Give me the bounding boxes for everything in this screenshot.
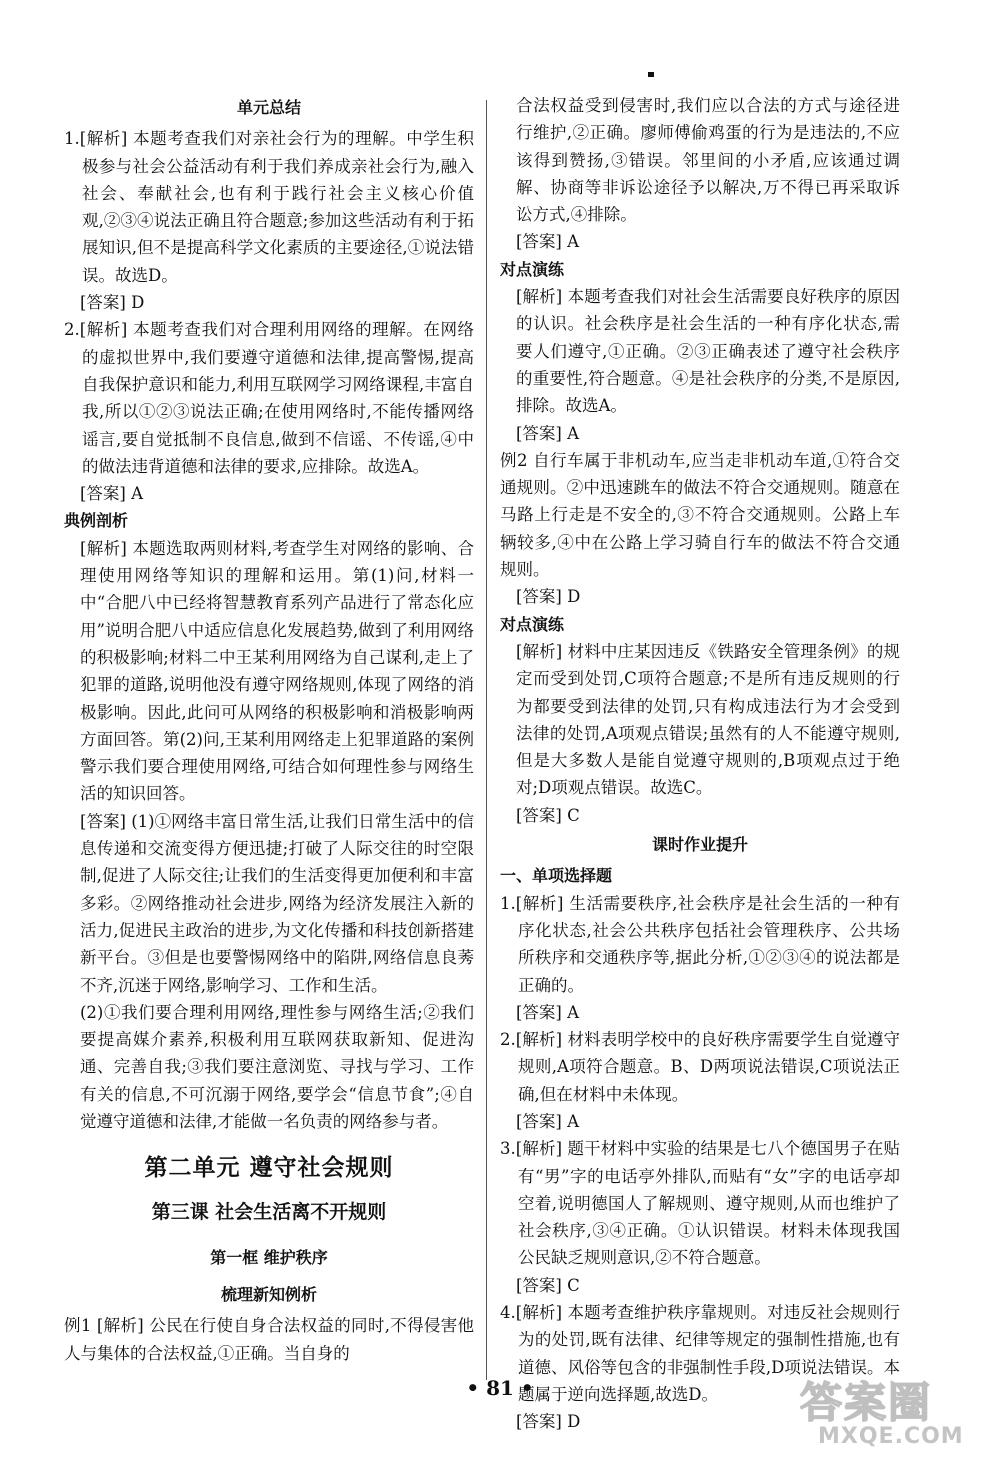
lesson-title: 第三课 社会生活离不开规则 (151, 1200, 387, 1223)
analysis-label: [解析] (515, 893, 564, 913)
drill-heading-1: 对点演练 (500, 259, 565, 279)
answer-value: D (567, 587, 581, 607)
answer-line (500, 228, 900, 255)
answer-line (64, 480, 474, 507)
answer-value: A (567, 1111, 580, 1131)
answer-line (500, 420, 900, 447)
answer-value: C (567, 805, 580, 825)
column-divider (486, 100, 487, 1380)
answer-value: D (131, 293, 145, 313)
answer-label: [答案] (516, 1275, 562, 1295)
answer-value: A (567, 423, 580, 443)
analysis-text: 本题考查维护秩序靠规则。对违反社会规则行为的处罚,既有法律、纪律等规定的强制性措施,也有道德、风俗等包含的非强制性手段,D项说法错误。本题属于逆向选择题,故选D。 (518, 1303, 901, 1404)
analysis-text: 题干材料中实验的结果是七八个德国男子在贴有“男”字的电话亭外排队,而贴有“女”字的电话亭却空着,说明德国人了解规则、遵守规则,从而也维护了社会秩序,③④正确。①认识错误。材料未体现我国公民缺乏规则意识,②不符合题意。 (518, 1139, 901, 1268)
example-2 (500, 447, 900, 583)
analysis-label: [解析] (515, 1303, 563, 1323)
question-number: 1. (64, 129, 80, 149)
question-1 (64, 125, 474, 289)
analysis-label: [解析] (515, 1139, 563, 1159)
answer-label: [答案] (516, 423, 562, 443)
analysis-text: 材料中庄某因违反《铁路安全管理条例》的规定而受到处罚,C项符合题意;不是所有违反规则的行为都要受到法律的处罚,只有构成违法行为才会受到法律的处罚,A项观点错误;虽然有的人不能遵守规则,但是大多数人是能自觉遵守规则的,B项观点过于绝对;D项观点错误。故选C。 (516, 641, 900, 798)
answer-line (500, 802, 900, 829)
answer-line (500, 1272, 900, 1299)
watermark-domain: MXQE.COM (818, 1424, 964, 1449)
example-1-continued: 合法权益受到侵害时,我们应以合法的方式与途径进行维护,②正确。廖师傅偷鸡蛋的行为是违法的,不应该得到赞扬,③错误。邻里间的小矛盾,应该通过调解、协商等非诉讼途径予以解决,万不得已再采取诉讼方式,④排除。 (516, 96, 900, 225)
drill-2-analysis (500, 638, 900, 802)
answer-line (500, 999, 900, 1026)
frame-title: 第一框 维护秩序 (210, 1247, 328, 1267)
analysis-label: [解析] (79, 129, 128, 149)
answer-label: [答案] (516, 805, 562, 825)
answer-value: A (567, 232, 580, 252)
answer-label: [答案] (516, 1002, 562, 1022)
question-number: 1. (500, 893, 516, 913)
answer-value: C (567, 1275, 580, 1295)
answer-label: [答案] (80, 484, 126, 504)
question-number: 4. (500, 1303, 516, 1323)
analysis-text: 生活需要秩序,社会秩序是社会生活的一种有序化状态,社会公共秩序包括社会管理秩序、公共场所秩序和交通秩序等,据此分析,①②③④的说法都是正确的。 (518, 893, 900, 995)
example-1 (64, 1312, 474, 1367)
typical-answer-2: (2)①我们要合理利用网络,理性参与网络生活;②我们要提高媒介素养,积极利用互联网获取新知、促进沟通、完善自我;③我们要注意浏览、寻找与学习、工作有关的信息,不可沉溺于网络,要学会“信息节食”;④自觉遵守道德和法律,才能做一名负责的网络参与者。 (80, 1002, 474, 1131)
answer-text: (1)①网络丰富日常生活,让我们日常生活中的信息传递和交流变得方便迅捷;打破了人际交往的时空限制,促进了人际交往;让我们的生活变得更加便利和丰富多彩。②网络推动社会进步,网络为经济发展注入新的活力,促进民主政治的进步,为文化传播和科技创新搭建新平台。③但是也要警惕网络中的陷阱,网络信息良莠不齐,沉迷于网络,影响学习、工作和生活。 (80, 811, 474, 995)
question-2 (64, 316, 474, 480)
unit-summary-heading: 单元总结 (236, 98, 301, 117)
homework-question-1 (500, 890, 900, 999)
typical-answer-1 (64, 808, 474, 999)
answer-value: A (131, 484, 144, 504)
analysis-text: 公民在行使自身合法权益的同时,不得侵害他人与集体的合法权益,①正确。当自身的 (64, 1316, 475, 1363)
analysis-label: [解析] (80, 538, 127, 558)
analysis-text: 本题考查我们对亲社会行为的理解。中学生积极参与社会公益活动有利于我们养成亲社会行为,融入社会、奉献社会,也有利于践行社会主义核心价值观,②③④说法正确且符合题意;参加这些活动有利于拓展知识,但不是提高科学文化素质的主要途径,①说法错误。故选D。 (82, 129, 475, 285)
analysis-text: 本题选取两则材料,考查学生对网络的影响、合理使用网络等知识的理解和运用。第(1)问,材料一中“合肥八中已经将智慧教育系列产品进行了常态化应用”说明合肥八中适应信息化发展趋势,做到了利用网络的积极影响;材料二中王某利用网络为自己谋利,走上了犯罪的道路,说明他没有遵守网络规则,体现了网络的消极影响。因此,此问可从网络的积极影响和消极影响两方面回答。第(2)问,王某利用网络走上犯罪道路的案例警示我们要合理使用网络,可结合如何理性参与网络生活的知识回答。 (80, 538, 475, 804)
analysis-label: [解析] (79, 320, 128, 340)
example-number: 例2 (500, 450, 528, 470)
analysis-text: 材料表明学校中的良好秩序需要学生自觉遵守规则,A项符合题意。B、D两项说法错误,C项说法正确,但在材料中未体现。 (518, 1030, 901, 1104)
answer-label: [答案] (516, 1111, 562, 1131)
homework-question-3 (500, 1135, 900, 1271)
page-number: • 81 • (466, 1376, 534, 1400)
answer-label: [答案] (516, 232, 562, 252)
analysis-text: 本题考查我们对合理利用网络的理解。在网络的虚拟世界中,我们要遵守道德和法律,提高警惕,提高自我保护意识和能力,利用互联网学习网络课程,丰富自我,所以①②③说法正确;在使用网络时,不能传播网络谣言,要自觉抵制不良信息,做到不信谣、不传谣,④中的做法违背道德和法律的要求,应排除。故选A。 (82, 320, 475, 476)
watermark-text: 答案圈 (800, 1378, 933, 1427)
drill-heading-2: 对点演练 (500, 614, 565, 634)
left-column (64, 92, 474, 1367)
homework-heading: 课时作业提升 (651, 835, 748, 855)
question-number: 3. (500, 1139, 516, 1159)
answer-label: [答案] (80, 293, 126, 313)
single-choice-heading: 一、单项选择题 (500, 866, 613, 886)
sort-heading: 梳理新知例析 (220, 1285, 317, 1305)
analysis-label: [解析] (516, 287, 563, 307)
answer-line (500, 583, 900, 610)
answer-label: [答案] (80, 811, 126, 831)
analysis-text: 本题考查我们对社会生活需要良好秩序的原因的认识。社会秩序是社会生活的一种有序化状态,需要人们遵守,①正确。②③正确表述了遵守社会秩序的重要性,符合题意。④是社会秩序的分类,不是原因,排除。故选A。 (516, 287, 900, 416)
top-dot (648, 72, 654, 77)
example-number: 例1 (64, 1316, 92, 1336)
answer-line (64, 289, 474, 316)
question-number: 2. (64, 320, 80, 340)
right-column (500, 92, 900, 1436)
answer-line (500, 1108, 900, 1135)
drill-1-analysis (500, 283, 900, 419)
question-number: 2. (500, 1030, 516, 1050)
answer-label: [答案] (516, 587, 562, 607)
answer-value: D (567, 1412, 581, 1432)
answer-label: [答案] (516, 1412, 562, 1432)
analysis-text: 自行车属于非机动车,应当走非机动车道,①符合交通规则。②中迅速跳车的做法不符合交通规则。随意在马路上行走是不安全的,③不符合交通规则。公路上车辆较多,④中在公路上学习骑自行车的做法不符合交通规则。 (500, 450, 901, 580)
homework-question-2 (500, 1026, 900, 1108)
analysis-label: [解析] (96, 1316, 144, 1336)
answer-value: A (567, 1002, 580, 1022)
analysis-label: [解析] (515, 1030, 563, 1050)
typical-example-heading: 典例剖析 (64, 511, 129, 531)
typical-analysis (64, 535, 474, 808)
analysis-label: [解析] (516, 641, 563, 661)
unit-title: 第二单元 遵守社会规则 (144, 1155, 394, 1182)
watermark-logo (800, 1370, 990, 1460)
